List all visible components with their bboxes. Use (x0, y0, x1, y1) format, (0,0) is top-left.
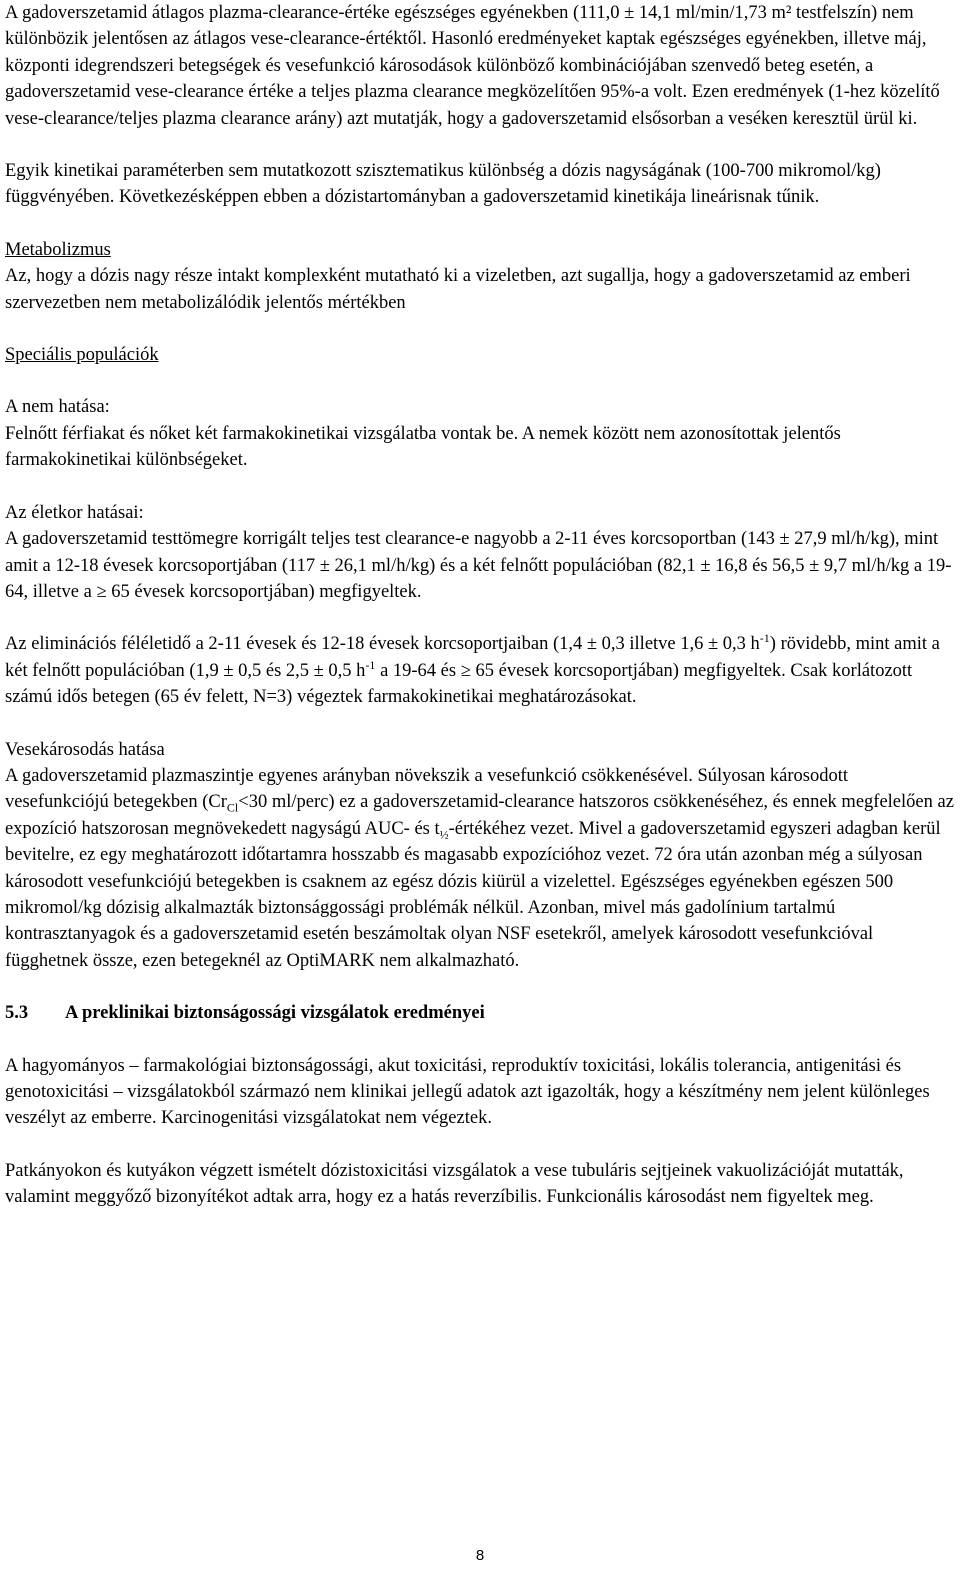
renal-text-b: <30 ml/perc) ez a gadoverszetamid-clearance hatszoros csökkenéséhez, és ennek megfelelően az expozíció hatszorosan megnövekedett nagyságú AUC- és t (5, 792, 954, 839)
spacer (5, 211, 955, 237)
elim-sup-1: -1 (759, 631, 770, 646)
age-text-a: A gadoverszetamid testtömegre korrigált teljes test clearance-e nagyobb a 2-11 éves korcsoportban (143 ± 27,9 ml/h/kg), mint amit a 12-18 évesek korcsoportjában (117 ± 26,1 ml/h/kg) és a két felnőtt populációban (82,1 ± 16,8 és 56,5 ± 9,7 ml/h/kg a 19-64, illetve a (5, 529, 952, 602)
renal-sub-1: Cl (226, 801, 239, 816)
elim-text-c: a 19-64 és (375, 660, 461, 681)
gender-paragraph: Felnőtt férfiakat és nőket két farmakokinetikai vizsgálatba vontak be. A nemek között nem azonosítottak jelentős farmakokinetikai különbségeket. (5, 423, 841, 471)
kinetics-paragraph: Egyik kinetikai paraméterben sem mutatkozott szisztematikus különbség a dózis nagyságának (100-700 mikromol/kg) függvényében. Következésképpen ebben a dózistartományban a gadoverszetamid kinetikája lineárisnak tűnik. (5, 161, 881, 208)
elim-sup-2: -1 (365, 657, 376, 672)
spacer (5, 711, 955, 737)
greater-equal-symbol: ≥ (460, 660, 471, 681)
renal-text-a: A gadoverszetamid plazmaszintje egyenes arányban növekszik a vesefunkció csökkenésével. Súlyosan károsodott vesefunkciójú betegekben (Cr (5, 765, 849, 813)
renal-text-c: -értékéhez vezet. Mivel a gadoverszetamid egyszeri adagban kerül bevitelre, ez egy meghatározott időtartamra hosszabb és magasabb expozícióhoz vezet. 72 óra után azonban még a súlyosan károsodott vesefunkciójú betegekben is csaknem az egész dózis kiürül a vizelettel. Egészséges egyénekben egészen 500 mikromol/kg dózisig alkalmazták biztonsággossági problémák nélkül. Azonban, mivel más gadolínium tartalmú kontrasztanyagok és a gadoverszetamid esetén beszámoltak olyan NSF esetekről, amelyek károsodott vesefunkcióval függhetnek össze, ezen betegeknél az OptiMARK nem alkalmazható. (5, 818, 941, 971)
age-text-b: 65 évesek korcsoportjában) megfigyeltek. (106, 581, 422, 602)
spacer (5, 474, 955, 500)
renal-sub-2: ½ (439, 827, 449, 842)
age-paragraph (5, 526, 955, 605)
elim-text-d: 65 évesek korcsoportjában) megfigyeltek. Csak korlátozott számú idős betegen (65 év felett, N=3) végeztek farmakokinetikai meghatározásokat. (5, 660, 913, 708)
greater-equal-symbol: ≥ (96, 581, 107, 602)
section-number: 5.3 (5, 1003, 29, 1024)
gender-heading: A nem hatása: (5, 397, 110, 418)
section-heading (5, 1000, 955, 1026)
elimination-paragraph (5, 631, 955, 710)
age-heading: Az életkor hatásai: (5, 502, 144, 523)
spacer (5, 1027, 955, 1053)
preclinical-paragraph-2: Patkányokon és kutyákon végzett ismételt dózistoxicitási vizsgálatok a vese tubuláris sejtjeinek vakuolizációját mutatták, valamint meggyőző bizonyítékot adtak arra, hogy ez a hatás reverzíbilis. Funkcionális károsodást nem figyeltek meg. (5, 1160, 904, 1208)
spacer (5, 974, 955, 1000)
metabolism-heading: Metabolizmus (5, 239, 111, 260)
spacer (5, 368, 955, 394)
spacer (5, 605, 955, 631)
spacer (5, 1132, 955, 1158)
spacer (5, 316, 955, 342)
special-populations-heading: Speciális populációk (5, 345, 159, 366)
page-number: 8 (475, 1547, 485, 1564)
preclinical-paragraph-1: A hagyományos – farmakológiai biztonságossági, akut toxicitási, reproduktív toxicitási, lokális tolerancia, antigenitási és genotoxicitási – vizsgálatokból származó nem klinikai jellegű adatok azt igazolták, hogy a készítmény nem jelent különleges veszélyt az emberre. Karcinogenitási vizsgálatokat nem végeztek. (5, 1055, 930, 1129)
renal-heading: Vesekárosodás hatása (5, 739, 165, 760)
clearance-paragraph: A gadoverszetamid átlagos plazma-clearance-értéke egészséges egyénekben (111,0 ± 14,1 ml/min/1,73 m² testfelszín) nem különbözik jelentősen az átlagos vese-clearance-értéktől. Hasonló eredményeket kaptak egészséges egyénekben, illetve máj, központi idegrendszeri betegségek és vesefunkció károsodások különböző kombinációjában szenvedő beteg esetén, a gadoverszetamid vese-clearance értéke a teljes plazma clearance megközelítően 95%-a volt. Ezen eredmények (1-hez közelítő vese-clearance/teljes plazma clearance arány) azt mutatják, hogy a gadoverszetamid elsősorban a veséken keresztül ürül ki. (5, 3, 940, 129)
section-title: A preklinikai biztonságossági vizsgálatok eredményei (65, 1003, 485, 1024)
document-body (5, 0, 955, 1211)
renal-paragraph (5, 763, 955, 974)
metabolism-paragraph: Az, hogy a dózis nagy része intakt komplexként mutatható ki a vizeletben, azt sugallja, hogy a gadoverszetamid az emberi szervezetben nem metabolizálódik jelentős mértékben (5, 266, 911, 313)
spacer (5, 132, 955, 158)
elim-text-a: Az eliminációs féléletidő a 2-11 évesek és 12-18 évesek korcsoportjaiban (1,4 ± 0,3 illetve 1,6 ± 0,3 h (5, 634, 760, 655)
elim-text-b: ) rövidebb, mint amit a két felnőtt populációban (1,9 ± 0,5 és 2,5 ± 0,5 h (5, 634, 940, 681)
